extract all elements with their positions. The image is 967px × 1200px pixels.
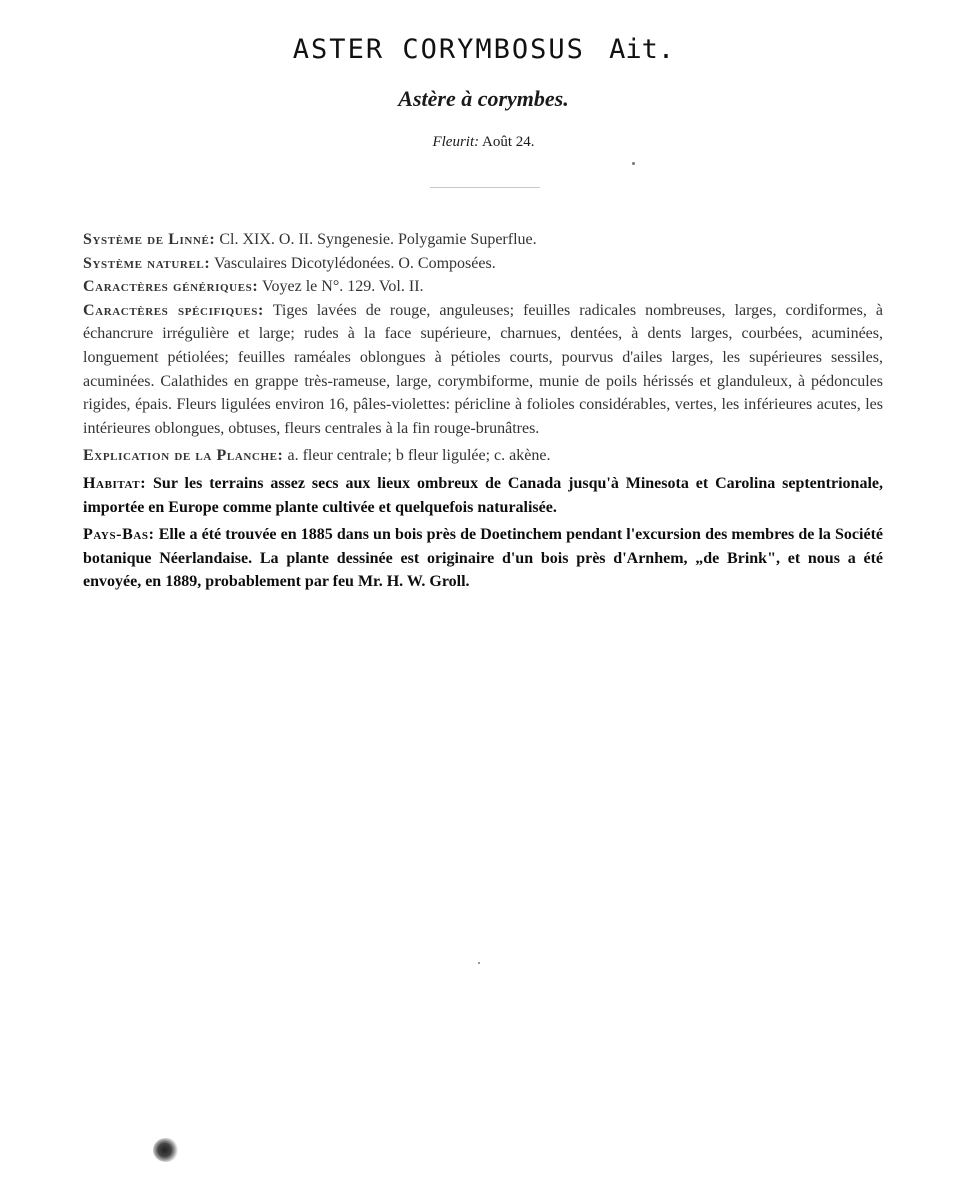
common-name: Astère à corymbes. [398, 86, 569, 111]
section-natural-system [83, 252, 883, 276]
section-linne [83, 228, 883, 252]
section-text: Cl. XIX. O. II. Syngenesie. Polygamie Superflue. [219, 231, 537, 248]
paper-speck [632, 162, 635, 165]
section-label: Habitat: [83, 474, 147, 492]
section-label: Caractères génériques: [83, 278, 259, 296]
ink-blot [153, 1138, 179, 1162]
section-label: Système naturel: [83, 254, 211, 272]
section-generic-characters [83, 275, 883, 299]
section-label: Explication de la Planche: [83, 447, 284, 465]
flowering-value: Août 24. [482, 134, 535, 150]
flowering-label: Fleurit: [432, 134, 480, 150]
section-text: Vasculaires Dicotylédonées. O. Composées. [213, 254, 496, 272]
section-text: Voyez le N°. 129. Vol. II. [262, 278, 424, 296]
description-body [83, 228, 883, 598]
species-name: ASTER CORYMBOSUS [292, 34, 585, 65]
flowering-line [0, 134, 967, 151]
section-habitat [83, 472, 883, 519]
page-title [0, 34, 967, 65]
section-text: Sur les terrains assez secs aux lieux ombreux de Canada jusqu'à Minesota et Carolina septentrionale, importée en Europe comme plante cultivée et quelquefois naturalisée. [83, 474, 883, 516]
section-label: Système de Linné: [83, 231, 216, 248]
section-specific-characters [83, 299, 883, 441]
section-netherlands [83, 523, 883, 594]
section-text: Elle a été trouvée en 1885 dans un bois près de Doetinchem pendant l'excursion des membres de la Société botanique Néerlandaise. La plante dessinée est originaire d'un bois près d'Arnhem, „de Brink", et nous a été envoyée, en 1889, probablement par feu Mr. H. W. Groll. [83, 526, 884, 591]
species-author: Ait. [609, 34, 675, 65]
separator-rule [430, 187, 540, 188]
section-label: Pays-Bas: [83, 526, 155, 544]
section-plate-explanation [83, 444, 883, 468]
paper-speck [478, 962, 480, 964]
section-text: Tiges lavées de rouge, anguleuses; feuilles radicales nombreuses, larges, cordiformes, à échancrure irrégulière et large; rudes à la face supérieure, charnues, dentées, à dents larges, courbées, acuminées, longuement pétiolées; feuilles raméales oblongues à pétioles courts, pourvus d'ailes larges, les supérieures sessiles, acuminées. Calathides en grappe très-rameuse, large, corymbiforme, munie de poils hérissés et glanduleux, à pédoncules rigides, épais. Fleurs ligulées environ 16, pâles-violettes: péricline à folioles considérables, vertes, les inférieures acutes, les intérieures oblongues, obtuses, fleurs centrales à la fin rouge-brunâtres. [83, 301, 883, 437]
section-label: Caractères spécifiques: [83, 301, 264, 319]
section-text: a. fleur centrale; b fleur ligulée; c. akène. [287, 447, 551, 465]
